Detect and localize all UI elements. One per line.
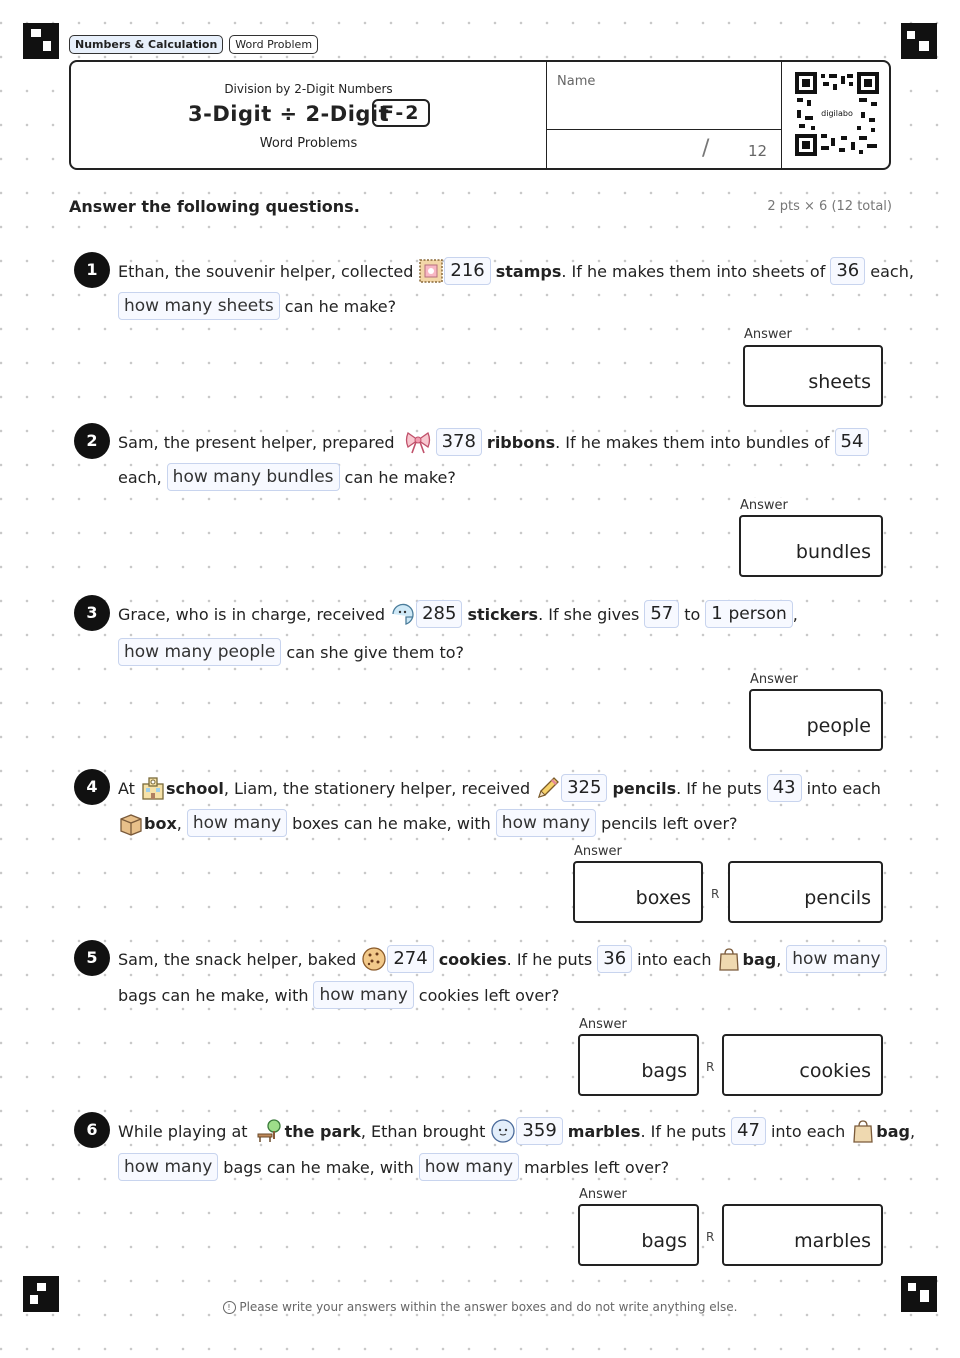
question-4-line-2 — [118, 806, 743, 840]
question-text: boxes can he make, with — [292, 813, 491, 833]
category-tags — [69, 35, 318, 54]
container-name: bag — [742, 949, 777, 969]
item-name: marbles — [567, 1121, 641, 1141]
quantity-box: 216 — [444, 257, 490, 285]
question-text: . If he puts — [640, 1121, 727, 1141]
unit-label: pencils — [804, 887, 871, 909]
worksheet-title: 3-Digit ÷ 2-Digit — [188, 102, 390, 126]
question-text: can she give them to? — [286, 642, 465, 662]
question-text: can he make? — [344, 467, 456, 487]
question-text: each, — [870, 261, 914, 281]
answer-box-4b[interactable] — [728, 861, 883, 923]
divider — [547, 129, 782, 130]
question-text: Sam, the present helper, prepared — [118, 432, 395, 452]
question-text: . If he makes them into bundles of — [555, 432, 830, 452]
highlight-box: how many — [118, 1153, 218, 1181]
answer-label: Answer — [744, 327, 792, 342]
name-score-block — [546, 62, 782, 168]
question-5-line-2 — [118, 978, 564, 1012]
quantity-unit: person — [728, 604, 787, 624]
info-icon: ! — [223, 1301, 236, 1314]
question-number-4: 4 — [74, 769, 110, 805]
pencil-icon — [535, 775, 561, 801]
worksheet-type: Word Problems — [259, 136, 358, 151]
question-text: each, — [118, 467, 162, 487]
container-name: bag — [876, 1121, 910, 1141]
answer-label: Answer — [750, 672, 798, 687]
quantity-box: 43 — [767, 774, 802, 802]
question-text: bags can he make, with — [118, 985, 309, 1005]
question-text: . If he makes them into sheets of — [561, 261, 826, 281]
item-name: stamps — [495, 261, 562, 281]
question-5-line-1 — [118, 942, 892, 976]
stamp-icon — [418, 258, 444, 284]
question-number-1: 1 — [74, 252, 110, 288]
title-block — [71, 62, 546, 168]
category-tag: Numbers & Calculation — [69, 35, 223, 54]
question-text: , — [176, 813, 182, 833]
school-icon — [140, 775, 166, 801]
quantity-number: 1 — [711, 603, 723, 624]
qr-code — [795, 72, 879, 156]
question-1-line-2 — [118, 289, 401, 323]
question-text: cookies left over? — [418, 985, 560, 1005]
highlight-box: how many people — [118, 638, 281, 666]
place-name: school — [165, 778, 224, 798]
footer-text: Please write your answers within the answer boxes and do not write anything else. — [239, 1300, 738, 1314]
quantity-box: 54 — [835, 428, 870, 456]
question-text: While playing at — [118, 1121, 248, 1141]
question-text: . If she gives — [538, 604, 640, 624]
answer-label: Answer — [574, 844, 622, 859]
question-3-line-1 — [118, 597, 803, 631]
highlight-box: how many — [187, 809, 287, 837]
bag-icon — [850, 1118, 876, 1144]
highlight-box: how many — [313, 981, 413, 1009]
quantity-box — [705, 600, 792, 628]
max-score: 12 — [748, 142, 768, 160]
question-text: , Ethan brought — [360, 1121, 486, 1141]
park-icon — [253, 1118, 285, 1144]
question-6-line-2 — [118, 1150, 674, 1184]
question-text: bags can he make, with — [223, 1157, 414, 1177]
box-icon — [118, 810, 144, 836]
item-name: pencils — [612, 778, 677, 798]
item-name: ribbons — [486, 432, 556, 452]
footer-note — [0, 1300, 960, 1314]
highlight-box: how many — [496, 809, 596, 837]
unit-label: bundles — [795, 541, 871, 563]
question-number-5: 5 — [74, 940, 110, 976]
instructions: Answer the following questions. — [69, 197, 360, 216]
question-text: , — [792, 604, 798, 624]
question-text: At — [118, 778, 135, 798]
corner-marker-top-right — [901, 23, 937, 59]
answer-box-3[interactable] — [749, 689, 883, 751]
answer-box-1[interactable] — [743, 345, 883, 407]
remainder-label: R — [711, 887, 720, 901]
unit-label: bags — [641, 1230, 687, 1252]
question-text: , — [776, 949, 782, 969]
worksheet-subtitle: Division by 2-Digit Numbers — [224, 82, 393, 96]
question-text: Grace, who is in charge, received — [118, 604, 386, 624]
answer-label: Answer — [740, 498, 788, 513]
corner-marker-top-left — [23, 23, 59, 59]
qr-caption: digilabo — [821, 109, 853, 118]
quantity-box: 378 — [436, 428, 482, 456]
container-name: box — [144, 813, 177, 833]
marble-icon — [490, 1118, 516, 1144]
question-number-3: 3 — [74, 595, 110, 631]
question-text: into each — [637, 949, 712, 969]
quantity-box: 325 — [561, 774, 607, 802]
question-number-6: 6 — [74, 1112, 110, 1148]
answer-box-5a[interactable] — [578, 1034, 699, 1096]
unit-label: marbles — [794, 1230, 871, 1252]
answer-box-5b[interactable] — [722, 1034, 883, 1096]
question-2-line-2 — [118, 460, 461, 494]
item-name: cookies — [438, 949, 507, 969]
remainder-label: R — [706, 1060, 715, 1074]
unit-label: bags — [641, 1060, 687, 1082]
quantity-box: 36 — [830, 257, 865, 285]
score-slash: / — [702, 136, 710, 161]
answer-label: Answer — [579, 1187, 627, 1202]
question-text: Ethan, the souvenir helper, collected — [118, 261, 414, 281]
answer-box-2[interactable] — [739, 515, 883, 577]
question-text: , Liam, the stationery helper, received — [223, 778, 531, 798]
item-name: stickers — [467, 604, 539, 624]
question-1-line-1 — [118, 254, 919, 288]
place-name: the park — [284, 1121, 361, 1141]
unit-label: boxes — [635, 887, 691, 909]
ribbon-icon — [400, 429, 436, 455]
highlight-box: how many bundles — [167, 463, 340, 491]
question-text: into each — [806, 778, 881, 798]
question-text: , — [909, 1121, 916, 1141]
quantity-box: 285 — [416, 600, 462, 628]
answer-box-6a[interactable] — [578, 1204, 699, 1266]
sticker-icon — [390, 601, 416, 627]
question-number-2: 2 — [74, 423, 110, 459]
highlight-box: how many — [419, 1153, 519, 1181]
unit-label: cookies — [799, 1060, 871, 1082]
question-text: . If he puts — [506, 949, 593, 969]
answer-box-6b[interactable] — [722, 1204, 883, 1266]
unit-label: sheets — [808, 371, 871, 393]
quantity-box: 359 — [516, 1117, 562, 1145]
qr-block — [781, 62, 890, 168]
quantity-box: 274 — [387, 945, 433, 973]
question-4-line-1 — [118, 771, 886, 805]
remainder-label: R — [706, 1230, 715, 1244]
quantity-box: 57 — [644, 600, 679, 628]
bag-icon — [716, 946, 742, 972]
question-3-line-2 — [118, 635, 469, 669]
question-text: to — [684, 604, 701, 624]
cookie-icon — [361, 946, 387, 972]
unit-label: people — [806, 715, 871, 737]
quantity-box: 47 — [731, 1117, 766, 1145]
question-text: Sam, the snack helper, baked — [118, 949, 357, 969]
question-2-line-1 — [118, 425, 874, 459]
question-6-line-1 — [118, 1114, 920, 1148]
quantity-box: 36 — [597, 945, 632, 973]
answer-label: Answer — [579, 1017, 627, 1032]
question-text: . If he puts — [676, 778, 762, 798]
question-text: pencils left over? — [601, 813, 738, 833]
highlight-box: how many sheets — [118, 292, 280, 320]
worksheet-code: F-2 — [372, 99, 430, 127]
type-tag: Word Problem — [229, 35, 318, 54]
question-text: into each — [770, 1121, 846, 1141]
question-text: marbles left over? — [524, 1157, 670, 1177]
highlight-box: how many — [786, 945, 886, 973]
question-text: can he make? — [284, 296, 397, 316]
answer-box-4a[interactable] — [573, 861, 703, 923]
name-label: Name — [557, 74, 596, 89]
points-info: 2 pts × 6 (12 total) — [767, 199, 892, 214]
worksheet-header — [69, 60, 891, 170]
